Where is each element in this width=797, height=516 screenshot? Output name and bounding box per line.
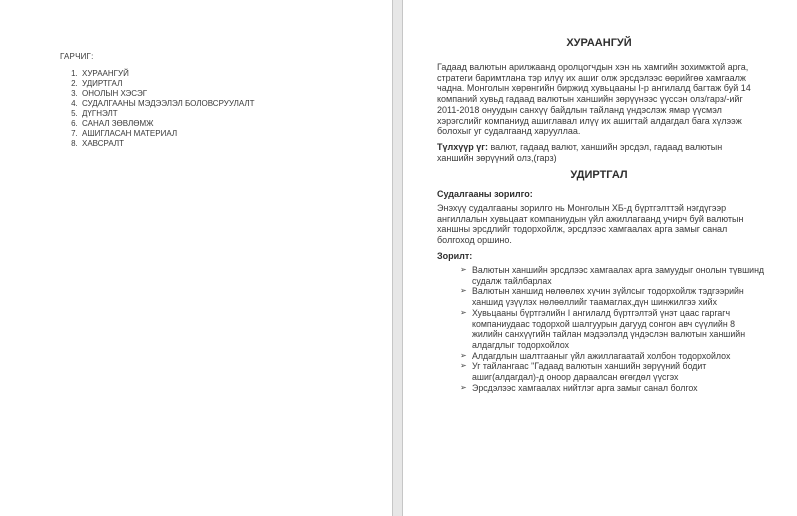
- objectives-list: [437, 265, 767, 393]
- objective-text: Алдагдлын шалтгааныг үйл ажиллагаатай холбон тодорхойлох: [472, 350, 731, 361]
- arrow-bullet-icon: ➢: [460, 350, 467, 360]
- arrow-bullet-icon: ➢: [460, 265, 467, 274]
- arrow-bullet-icon: ➢: [460, 361, 467, 371]
- keywords-label: Түлхүүр үг:: [437, 142, 488, 152]
- toc-item: 5. ДҮГНЭЛТ: [80, 109, 255, 119]
- objective-text: Валютын ханшийн эрсдлээс хамгаалах арга замуудыг онолын түвшинд судалж тайлбарлах: [472, 265, 765, 286]
- objective-item: [437, 308, 767, 351]
- objective-text: Хувьцааны бүртгэлийн I ангилалд бүртгэлтэй үнэт цаас гаргагч компаниудаас тодорхой шалгуурын дагууд сонгон авч сүүлийн 8 жилийн санхүүгийн тайлан мэдээлэлд үндэслэн валютын ханшийн алдагдлыг тодорхойлох: [472, 307, 746, 350]
- abstract-title: ХУРААНГУЙ: [566, 37, 632, 49]
- arrow-bullet-icon: ➢: [460, 382, 467, 392]
- keywords-text: валют, гадаад валют, ханшийн эрсдэл, гадаад валютын ханшийн зөрүүний олз,(гарз): [437, 142, 723, 163]
- toc-item: 8. ХАВСРАЛТ: [80, 139, 255, 149]
- page-right[interactable]: [403, 0, 797, 516]
- research-goal-paragraph: Энэхүү судалгааны зорилго нь Монголын ХБ-д бүртгэлттэй нэгдүгээр ангиллалын хувьцаат компаниудын үйл ажиллагаанд учирч буй валютын ханшны эрсдлийг тодорхойлж, эрсдлээс хамгаалах арга замыг санал болгоход оршино.: [437, 203, 744, 246]
- toc-list: [80, 69, 255, 149]
- research-goal-label: Судалгааны зорилго:: [437, 189, 533, 199]
- toc-item: 6. САНАЛ ЗӨВЛӨМЖ: [80, 119, 255, 129]
- objective-item: [437, 383, 767, 394]
- page-left[interactable]: [0, 0, 392, 516]
- intro-title: УДИРТГАЛ: [570, 169, 628, 181]
- objective-text: Валютын ханшид нөлөөлөх хүчин зүйлсыг тодорхойлж тэдгээрийн ханшид үзүүлэх нөлөөллийг таамаглах,дүн шинжилгээ хийх: [472, 286, 744, 308]
- objective-item: [437, 351, 767, 362]
- objective-item: [437, 265, 767, 286]
- toc-item: 1. ХУРААНГУЙ: [80, 69, 255, 79]
- arrow-bullet-icon: ➢: [460, 286, 467, 296]
- objective-item: [437, 286, 767, 307]
- objective-item: [437, 361, 767, 382]
- abstract-paragraph: Гадаад валютын арилжаанд оролцогчдын хэн нь хамгийн зохимжтой арга, стратеги баримтлана тэр илүү их ашиг олж эрсдэлээс өөрийгөө хамгаалж чадна. Монголын хөрөнгийн биржид хувьцааны I-р ангилалд багтаж буй 14 компаний хувьд гадаад валютын ханшийн зөрүүнээс үүссэн олз/гарз/-ийг 2011-2018 онуудын санхүү байдлын тайланд үндэслэж ямар үүсмэл хэрэгслийг компаниуд ашиглавал илүү их ашигтай алдагдал бага хүлээж болохыг уг судалгаанд харууллаа.: [437, 62, 751, 137]
- objective-text: Уг тайлангаас "Гадаад валютын ханшийн зөрүүний бодит ашиг(алдагдал)-д оноор дараалсан өгөгдөл үүсгэх: [472, 361, 707, 383]
- toc-item: 2. УДИРТГАЛ: [80, 79, 255, 89]
- page-gap-divider: [392, 0, 403, 516]
- toc-heading: ГАРЧИГ:: [60, 52, 94, 61]
- toc-item: 7. АШИГЛАСАН МАТЕРИАЛ: [80, 129, 255, 139]
- keywords-paragraph: [437, 142, 761, 163]
- toc-item: 4. СУДАЛГААНЫ МЭДЭЭЛЭЛ БОЛОВСРУУЛАЛТ: [80, 99, 255, 109]
- toc-item: 3. ОНОЛЫН ХЭСЭГ: [80, 89, 255, 99]
- objectives-label: Зорилт:: [437, 251, 473, 261]
- arrow-bullet-icon: ➢: [460, 307, 467, 317]
- objective-text: Эрсдэлээс хамгаалах нийтлэг арга замыг санал болгох: [472, 382, 698, 393]
